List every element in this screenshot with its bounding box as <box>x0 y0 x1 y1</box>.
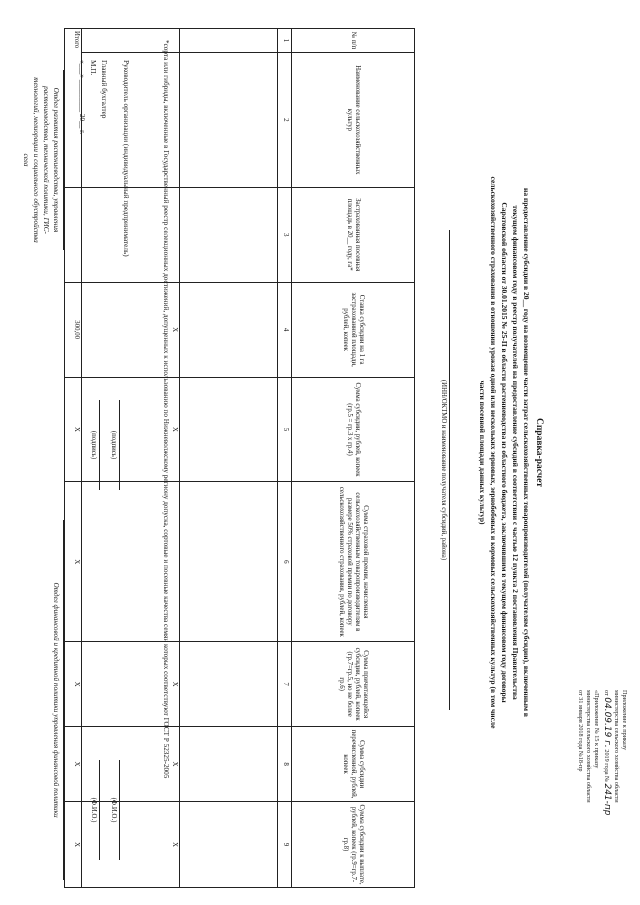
dept-line <box>63 70 64 250</box>
header-cell: Сумма страховой премии, начисленная сельскохозяйственным товаропроизводителям в размере 50% страховой премии по договору сельскохозяйственного страхования, рублей, копеек <box>292 482 415 642</box>
column-number: 1 <box>278 29 292 53</box>
intro-line-5: части посевной площади данных культур) <box>478 380 487 525</box>
annex-line-5: министерства сельского хозяйства области <box>585 690 593 803</box>
footnote: *сорта или гибриды, включенные в Государственный реестр селекционных достижений, допущенных к использованию по Нижневолжскому региону допуска, сортовые и посевные качества семян которых соответствуют ГОСТ Р 52325-2005 <box>162 40 170 779</box>
table-cell <box>180 727 278 802</box>
header-cell: Ставка субсидии на 1 га застрахованной площади, рублей, копеек <box>292 282 415 377</box>
cross-mark: X <box>65 802 82 888</box>
column-number: 7 <box>278 642 292 727</box>
column-number: 4 <box>278 282 292 377</box>
column-number: 6 <box>278 482 292 642</box>
signature-caption: (подпись) <box>110 430 117 460</box>
table-cell <box>180 282 278 377</box>
table-cell <box>180 482 278 642</box>
recipient-line <box>449 230 450 710</box>
dept-left-line-1: Отдел развития растениеводства, управления <box>52 87 60 233</box>
intro-line-3: Саратовской области от 30.01.2015 № 25-П в области растениеводства из областного бюджета, заключившим в текущем финансовом году договоры <box>500 202 509 703</box>
column-number: 2 <box>278 52 292 187</box>
annex-line-1: Приложение к приказу <box>621 690 628 751</box>
cross-mark: X <box>82 802 180 888</box>
column-number-row <box>278 29 292 888</box>
total-label: Итого <box>65 29 82 188</box>
header-cell: Сумма субсидии к выплате, рублей, копеек (гр.9=гр.7-гр.8) <box>292 802 415 888</box>
date-line: «___» _________ 20__ г. <box>78 60 86 135</box>
intro-line-2: текущем финансовом году в реестр получателей на предоставление субсидий в соответствии с частью 12 пункта 2 постановления Правительства <box>511 205 520 700</box>
column-number: 5 <box>278 377 292 482</box>
cross-mark: X <box>65 377 82 482</box>
head-signature-label: Руководитель организации (индивидуальный предприниматель) <box>122 60 130 257</box>
header-cell: Сумма причитающейся субсидии, рублей, копеек (гр.7=гр.5, но не более гр.6) <box>292 642 415 727</box>
header-cell: Сумма субсидии, рублей, копеек (гр.5 = гр.3 х гр.4) <box>292 377 415 482</box>
header-cell: Застрахованная посевная площадь в 20__ году, га* <box>292 187 415 282</box>
handwritten-date: 04.09.19 г. <box>601 697 612 748</box>
cross-mark: X <box>82 642 180 727</box>
annex-line-2: министерства сельского хозяйства области <box>612 690 620 803</box>
total-row <box>65 29 82 888</box>
column-number: 9 <box>278 802 292 888</box>
handwritten-number: 241-пр <box>601 783 612 816</box>
column-number: 3 <box>278 187 292 282</box>
dept-left-line-4: села <box>22 153 30 167</box>
table-cell <box>180 642 278 727</box>
header-cell: № п/п <box>292 29 415 53</box>
table-cell <box>180 52 278 187</box>
accountant-label: Главный бухгалтер <box>100 60 108 119</box>
table-cell <box>180 802 278 888</box>
annex-note <box>576 690 628 890</box>
header-cell: Наименование сельскохозяйственных культур <box>292 52 415 187</box>
header-cell: Сумма субсидии перечисленной, рублей, копеек <box>292 727 415 802</box>
cross-mark: X <box>65 642 82 727</box>
fio-caption: (Ф.И.О.) <box>110 797 117 823</box>
dept-left-line-2: растениеводства, технической политики, ГИС- <box>42 86 50 234</box>
signature-line <box>119 400 120 490</box>
fio-line <box>119 760 120 860</box>
document-title: Справка-расчет <box>534 417 544 488</box>
table-row <box>180 29 278 888</box>
cross-mark: X <box>65 482 82 642</box>
fio-caption: (Ф.И.О.) <box>90 797 97 823</box>
cross-mark: X <box>82 377 180 482</box>
stamp-label: М.П. <box>89 60 97 76</box>
table-header-row <box>292 29 415 888</box>
dept-left-line-3: технологий, мелиорации и социального обустройства <box>32 77 40 243</box>
column-number: 8 <box>278 727 292 802</box>
table-cell <box>180 187 278 282</box>
recipient-caption: (ИНН/ОКТМО и наименование получателя субсидий, района) <box>440 379 447 561</box>
cross-mark: X <box>65 727 82 802</box>
rate-value: 300,00 <box>65 282 82 377</box>
table-cell <box>65 187 82 282</box>
dept-right: Отдел финансовой и кредитной политики управления финансовой политики <box>52 582 60 818</box>
annex-line-6: от 31 января 2018 года №18-пр <box>577 690 585 772</box>
annex-line-4: «Приложение № 15 к приказу <box>593 690 601 769</box>
intro-line-1: на предоставление субсидии в 20__ году на возмещение части затрат сельскохозяйственных товаропроизводителей (получателям субсидии), включенным в <box>522 188 531 717</box>
cross-mark: X <box>82 727 180 802</box>
signature-caption: (подпись) <box>90 430 97 460</box>
cross-mark: X <box>82 282 180 377</box>
fio-line <box>99 760 100 860</box>
table-cell <box>180 377 278 482</box>
dept-line <box>63 520 64 880</box>
intro-line-4: сельскохозяйственного страхования в отношении урожая одной или нескольких зерновых, зернобобовых и кормовых сельскохозяйственных культур (в том числе <box>489 176 498 729</box>
signature-line <box>99 400 100 490</box>
annex-line-3: от 04.09.19 г. 2019 года № 241-пр <box>601 690 612 816</box>
table-cell <box>180 29 278 53</box>
